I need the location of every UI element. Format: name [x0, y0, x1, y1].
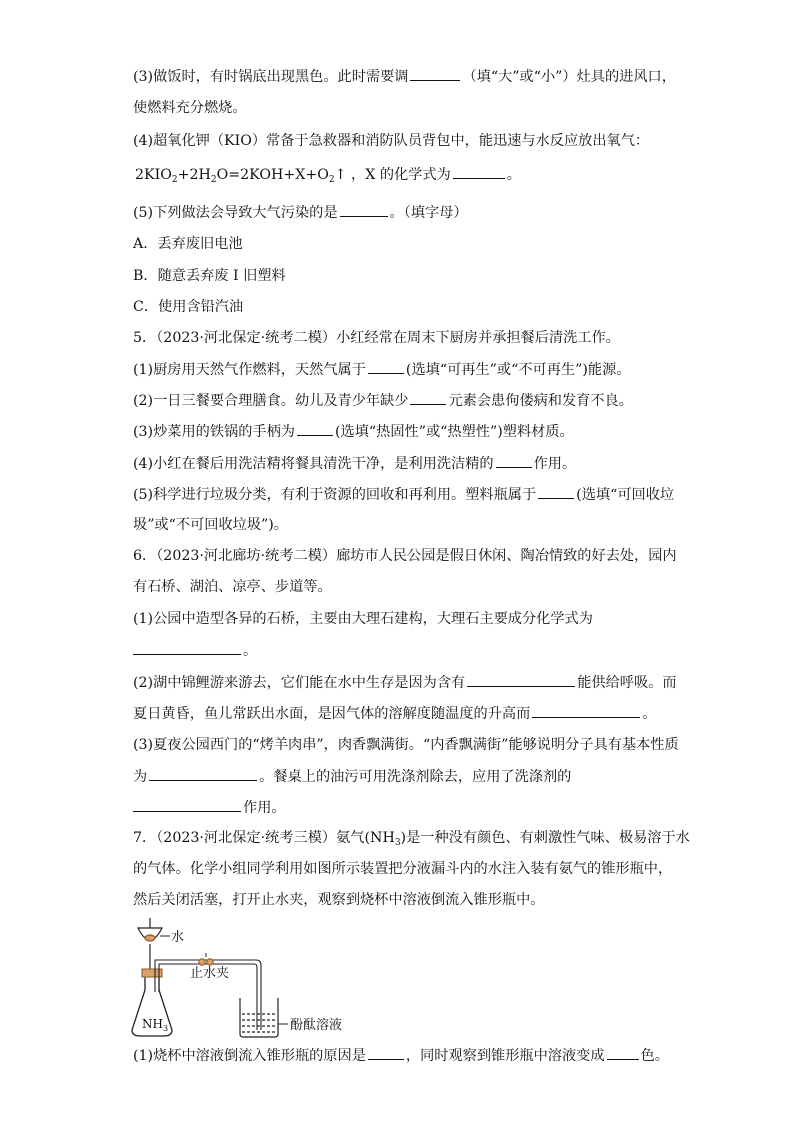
q6-part1-line1: (1)公园中造型各异的石桥，主要由大理石建构，大理石主要成分化学式为: [133, 611, 593, 627]
q7-heading-line3: 然后关闭活塞，打开止水夹，观察到烧杯中溶液倒流入锥形瓶中。: [133, 892, 545, 908]
q4-option-a: A．丢弃废旧电池: [133, 236, 243, 252]
beaker: [240, 998, 278, 1037]
q5-part2: (2)一日三餐要合理膳食。幼儿及青少年缺少 元素会患佝偻病和发育不良。: [133, 390, 633, 411]
answer-blank[interactable]: [538, 484, 574, 499]
q5-part3: (3)炒菜用的铁锅的手柄为 (选填“热固性”或“热塑性”)塑料材质。: [133, 421, 574, 442]
q4-part3-line2: 使燃料充分燃烧。: [133, 100, 247, 116]
answer-blank[interactable]: [149, 766, 257, 781]
q6-part3-line1: (3)夏夜公园西门的“烤羊肉串”，肉香飘满街。“内香飘满街”能够说明分子具有基本性质: [133, 737, 679, 753]
answer-blank[interactable]: [467, 672, 575, 687]
q6-part3-line2: 为 。餐桌上的油污可用洗涤剂除去，应用了洗涤剂的: [133, 766, 571, 787]
q4-part3-line1: (3)做饭时，有时锅底出现黑色。此时需要调 （填“大”或“小”）灶具的进风口，: [133, 66, 676, 87]
q5-part5-line1: (5)科学进行垃圾分类，有利于资源的回收和再利用。塑料瓶属于 (选填“可回收垃: [133, 484, 674, 505]
q4-part5-text: (5)下列做法会导致大气污染的是 。（填字母）: [133, 202, 468, 223]
q6-part2-line2: 夏日黄昏，鱼儿常跃出水面，是因气体的溶解度随温度的升高而 。: [133, 703, 656, 724]
q4-option-c: C．使用含铅汽油: [133, 299, 244, 315]
label-stop-clamp: 止水夹: [190, 966, 230, 981]
q5-heading: 5．（2023·河北保定·统考二模）小红经常在周末下厨房并承担餐后清洗工作。: [133, 330, 620, 346]
q6-heading-line1: 6．（2023·河北廊坊·统考二模）廊坊市人民公园是假日休闲、陶冶情致的好去处，园内: [133, 548, 677, 564]
answer-blank[interactable]: [607, 1045, 639, 1060]
label-nh3: $NH_3$: [142, 1017, 169, 1033]
q6-part2-line1: (2)湖中锦鲤游来游去，它们能在水中生存是因为含有 能供给呼吸。而: [133, 672, 677, 693]
answer-blank[interactable]: [368, 1045, 404, 1060]
q5-part1: (1)厨房用天然气作燃料，天然气属于 (选填“可再生”或“不可再生”)能源。: [133, 359, 630, 380]
answer-blank[interactable]: [297, 421, 333, 436]
q6-part1-line2: 。: [133, 640, 257, 661]
answer-blank[interactable]: [453, 164, 505, 179]
label-water: 水: [171, 930, 185, 945]
answer-blank[interactable]: [496, 453, 532, 468]
answer-blank[interactable]: [340, 202, 388, 217]
q5-part4: (4)小红在餐后用洗洁精将餐具清洗干净，是利用洗洁精的 作用。: [133, 453, 576, 474]
q4-part4-text: (4)超氧化钾（KIO）常备于急救器和消防队员背包中，能迅速与水反应放出氧气：: [133, 133, 650, 149]
answer-blank[interactable]: [368, 359, 404, 374]
answer-blank[interactable]: [410, 66, 460, 81]
answer-blank[interactable]: [532, 703, 640, 718]
q7-part1: (1)烧杯中溶液倒流入锥形瓶的原因是 ，同时观察到锥形瓶中溶液变成 色。: [133, 1045, 669, 1066]
ammonia-apparatus-diagram: [128, 912, 388, 1042]
answer-blank[interactable]: [410, 390, 446, 405]
q6-part3-line3: 作用。: [133, 797, 286, 818]
q7-heading-line2: 的气体。化学小组同学利用如图所示装置把分液漏斗内的水注入装有氨气的锥形瓶中，: [133, 861, 673, 877]
separatory-funnel: [138, 918, 162, 970]
label-phenolphthalein-solution: 酚酞溶液: [290, 1018, 343, 1033]
q4-option-b: B．随意丢弃废 I 旧塑料: [133, 268, 286, 284]
q4-equation-line: $2KIO_2+2H_2O=2KOH+X+O_2↑$ ，X 的化学式为 。: [135, 164, 521, 190]
q6-heading-line2: 有石桥、湖泊、凉亭、步道等。: [133, 579, 332, 595]
q7-heading-line1: 7．（2023·河北保定·统考三模）氨气$(NH_3)$是一种没有颜色、有刺激性气味、极易溶于水: [133, 830, 690, 848]
answer-blank[interactable]: [133, 640, 241, 655]
stop-clamp-icon[interactable]: [199, 953, 213, 965]
answer-blank[interactable]: [133, 797, 241, 812]
q5-part5-line2: 圾”或“不可回收垃圾”)。: [133, 517, 288, 533]
